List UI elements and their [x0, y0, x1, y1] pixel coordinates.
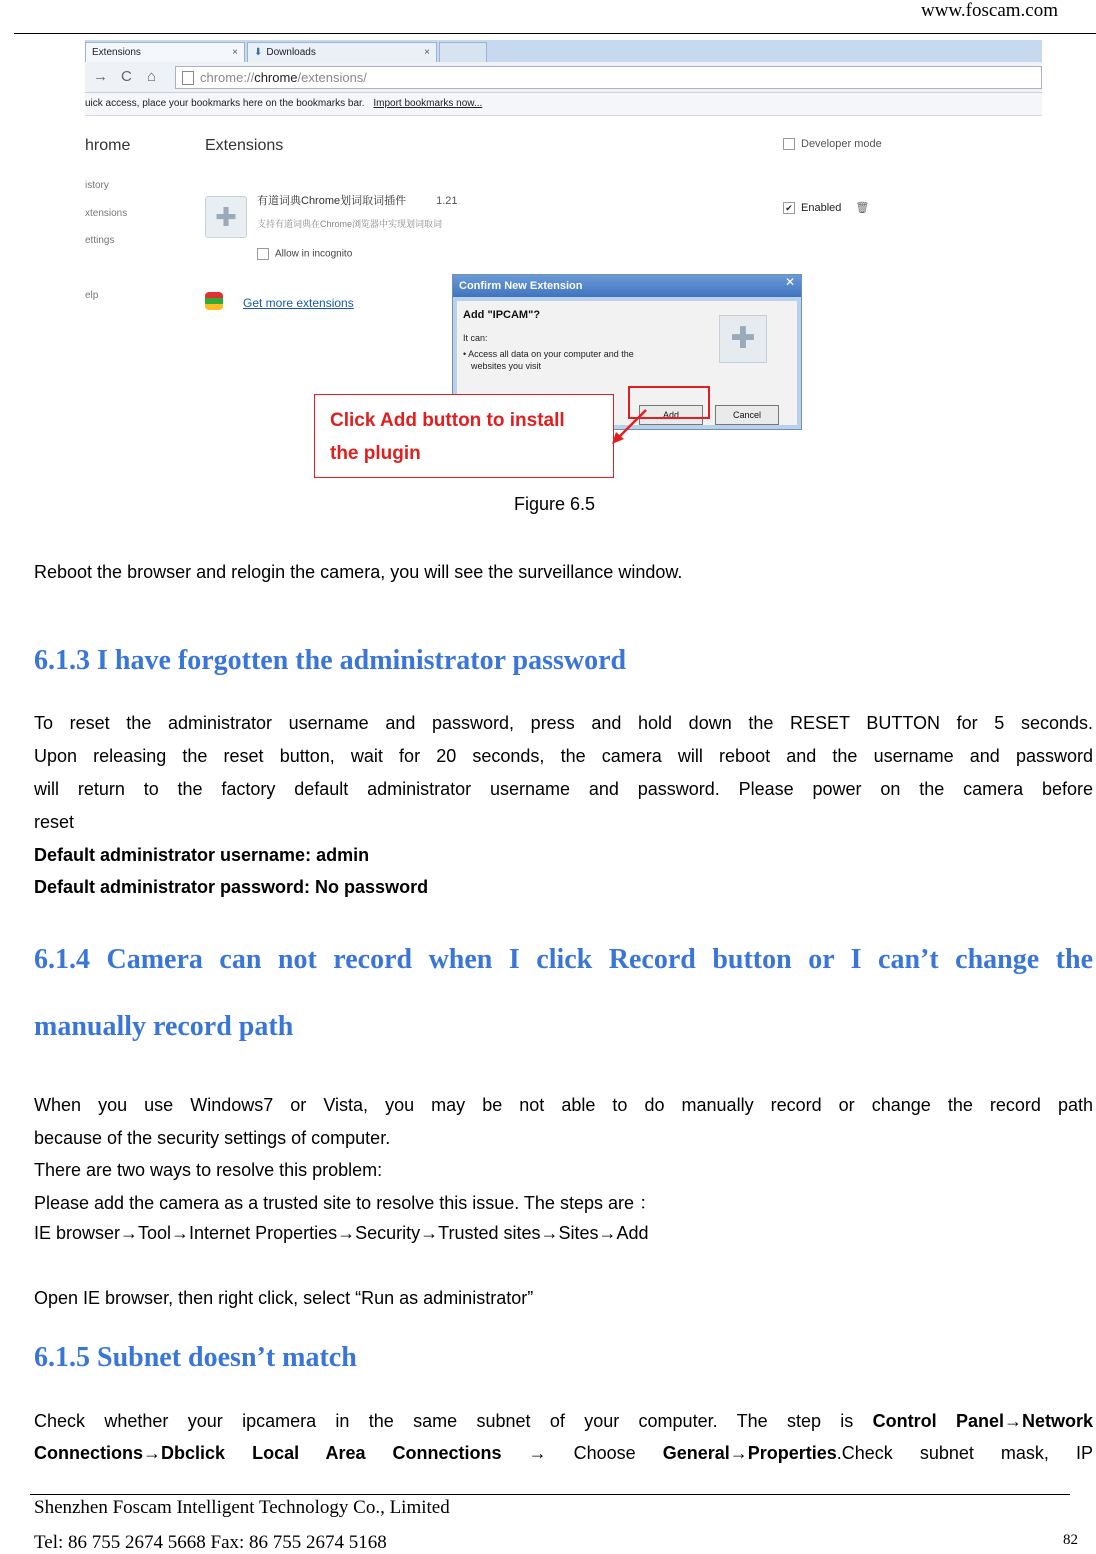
enabled-label: Enabled: [801, 202, 842, 214]
callout-line: the plugin: [330, 443, 421, 464]
tab-label: Downloads: [266, 47, 316, 58]
bookmarks-hint: uick access, place your bookmarks here on the bookmarks bar.: [85, 98, 365, 109]
download-icon: ⬇: [254, 47, 263, 58]
default-username: Default administrator username: admin: [34, 845, 370, 865]
developer-mode-label: Developer mode: [801, 138, 882, 150]
paragraph-line: Open IE browser, then right click, select “Run as administrator”: [34, 1288, 534, 1308]
text-run-bold: Connections→Dbclick Local Area Connections: [34, 1443, 502, 1463]
dialog-title: Confirm New Extension: [453, 275, 801, 297]
paragraph-line: To reset the administrator username and password, press and hold down the RESET BUTTON for 5 seconds.: [34, 713, 1093, 733]
text-run: Check whether your ipcamera in the same subnet of your computer. The step is: [34, 1411, 873, 1431]
extensions-title: Extensions: [205, 137, 284, 154]
heading-6-1-4-cont: manually record path: [34, 1011, 294, 1042]
webstore-icon: [205, 292, 223, 310]
puzzle-icon: ✚: [205, 196, 247, 238]
close-icon[interactable]: ×: [424, 47, 430, 58]
paragraph-line: reset: [34, 812, 75, 832]
extension-version: 1.21: [436, 195, 458, 207]
sidebar-item-help[interactable]: elp: [85, 290, 99, 301]
paragraph-line: Upon releasing the reset button, wait for 20 seconds, the camera will reboot and the username and password: [34, 746, 1093, 766]
paragraph-line: There are two ways to resolve this problem:: [34, 1160, 383, 1180]
callout-line: Click Add button to install: [330, 410, 565, 431]
sidebar-item-settings[interactable]: ettings: [85, 235, 115, 246]
paragraph-line: because of the security settings of computer.: [34, 1128, 391, 1148]
address-prefix: chrome://: [200, 70, 255, 85]
cancel-button[interactable]: Cancel: [715, 405, 779, 425]
get-more-extensions-link[interactable]: Get more extensions: [243, 296, 354, 310]
import-bookmarks-link[interactable]: Import bookmarks now...: [373, 98, 483, 109]
browser-tab-bar: [85, 40, 1042, 62]
callout-text: [330, 404, 565, 470]
close-icon[interactable]: ×: [232, 47, 238, 58]
close-icon[interactable]: ✕: [784, 275, 795, 289]
checkmark-icon: ✔: [783, 202, 795, 214]
paragraph-line: [34, 1437, 1093, 1470]
bookmarks-bar: [85, 93, 1042, 116]
checkbox-icon: [783, 138, 795, 150]
extension-description: 支持有道词典在Chrome浏览器中实现划词取词: [257, 219, 443, 229]
home-icon[interactable]: ⌂: [147, 68, 157, 85]
address-bar[interactable]: [175, 66, 1042, 89]
steps-path: IE browser→Tool→Internet Properties→Security→Trusted sites→Sites→Add: [34, 1223, 649, 1243]
tab-downloads[interactable]: [247, 42, 437, 62]
callout-arrow-icon: [610, 406, 660, 446]
heading-6-1-3: 6.1.3 I have forgotten the administrator password: [34, 645, 627, 676]
dialog-can: It can:: [463, 333, 488, 343]
sidebar-item-extensions[interactable]: xtensions: [85, 208, 128, 219]
text-run-bold: Control Panel→Network: [872, 1411, 1093, 1431]
paragraph-line: Please add the camera as a trusted site to resolve this issue. The steps are ：: [34, 1193, 657, 1213]
trash-icon[interactable]: 🗑: [855, 202, 870, 214]
incognito-checkbox[interactable]: [257, 248, 352, 260]
paragraph-reboot: Reboot the browser and relogin the camera, you will see the surveillance window.: [34, 562, 683, 582]
paragraph-line: [34, 1405, 1093, 1438]
browser-toolbar: [85, 62, 1042, 93]
address-host: chrome: [254, 70, 298, 85]
extension-name: [257, 192, 458, 208]
sidebar-item-history[interactable]: istory: [85, 180, 109, 191]
page-icon: [182, 71, 194, 85]
heading-6-1-5: 6.1.5 Subnet doesn’t match: [34, 1342, 357, 1373]
tab-label: Extensions: [92, 47, 141, 58]
header-url: www.foscam.com: [920, 0, 1058, 21]
text-run: .Check subnet mask, IP: [836, 1443, 1093, 1463]
figure-caption: Figure 6.5: [514, 494, 596, 514]
figure-screenshot: [85, 40, 1042, 450]
new-tab-button[interactable]: [439, 42, 487, 62]
developer-mode-toggle[interactable]: [783, 138, 882, 150]
paragraph-line: When you use Windows7 or Vista, you may be not able to do manually record or change the record path: [34, 1095, 1093, 1115]
add-button[interactable]: Add: [639, 405, 703, 425]
footer-contact: Tel: 86 755 2674 5668 Fax: 86 755 2674 5168: [34, 1532, 387, 1553]
enabled-checkbox[interactable]: [783, 201, 869, 214]
default-password: Default administrator password: No password: [34, 877, 429, 897]
text-run: → Choose: [501, 1443, 663, 1463]
dialog-permission: • Access all data on your computer and the: [463, 349, 634, 359]
footer-company: Shenzhen Foscam Intelligent Technology Co., Limited: [34, 1497, 450, 1518]
incognito-label: Allow in incognito: [275, 248, 353, 260]
callout-box: [314, 394, 614, 478]
text-run-bold: General→Properties: [662, 1443, 837, 1463]
tab-extensions[interactable]: [85, 42, 245, 62]
footer-rule: [30, 1494, 1070, 1495]
puzzle-icon: ✚: [719, 315, 767, 363]
address-path: /extensions/: [297, 70, 367, 85]
page-number: 82: [1063, 1532, 1078, 1548]
reload-icon[interactable]: C: [121, 68, 132, 85]
sidebar-title: hrome: [85, 137, 131, 154]
paragraph-line: will return to the factory default administrator username and password. Please power on the camera before: [34, 779, 1093, 799]
header-rule: [14, 33, 1096, 34]
heading-6-1-4: 6.1.4 Camera can not record when I click Record button or I can’t change the: [34, 944, 1093, 975]
dialog-heading: Add "IPCAM"?: [463, 309, 541, 321]
forward-icon[interactable]: →: [93, 68, 108, 85]
checkbox-icon: [257, 248, 269, 260]
dialog-permission: websites you visit: [471, 361, 542, 371]
extension-name-text: 有道词典Chrome划词取词插件: [257, 195, 407, 207]
